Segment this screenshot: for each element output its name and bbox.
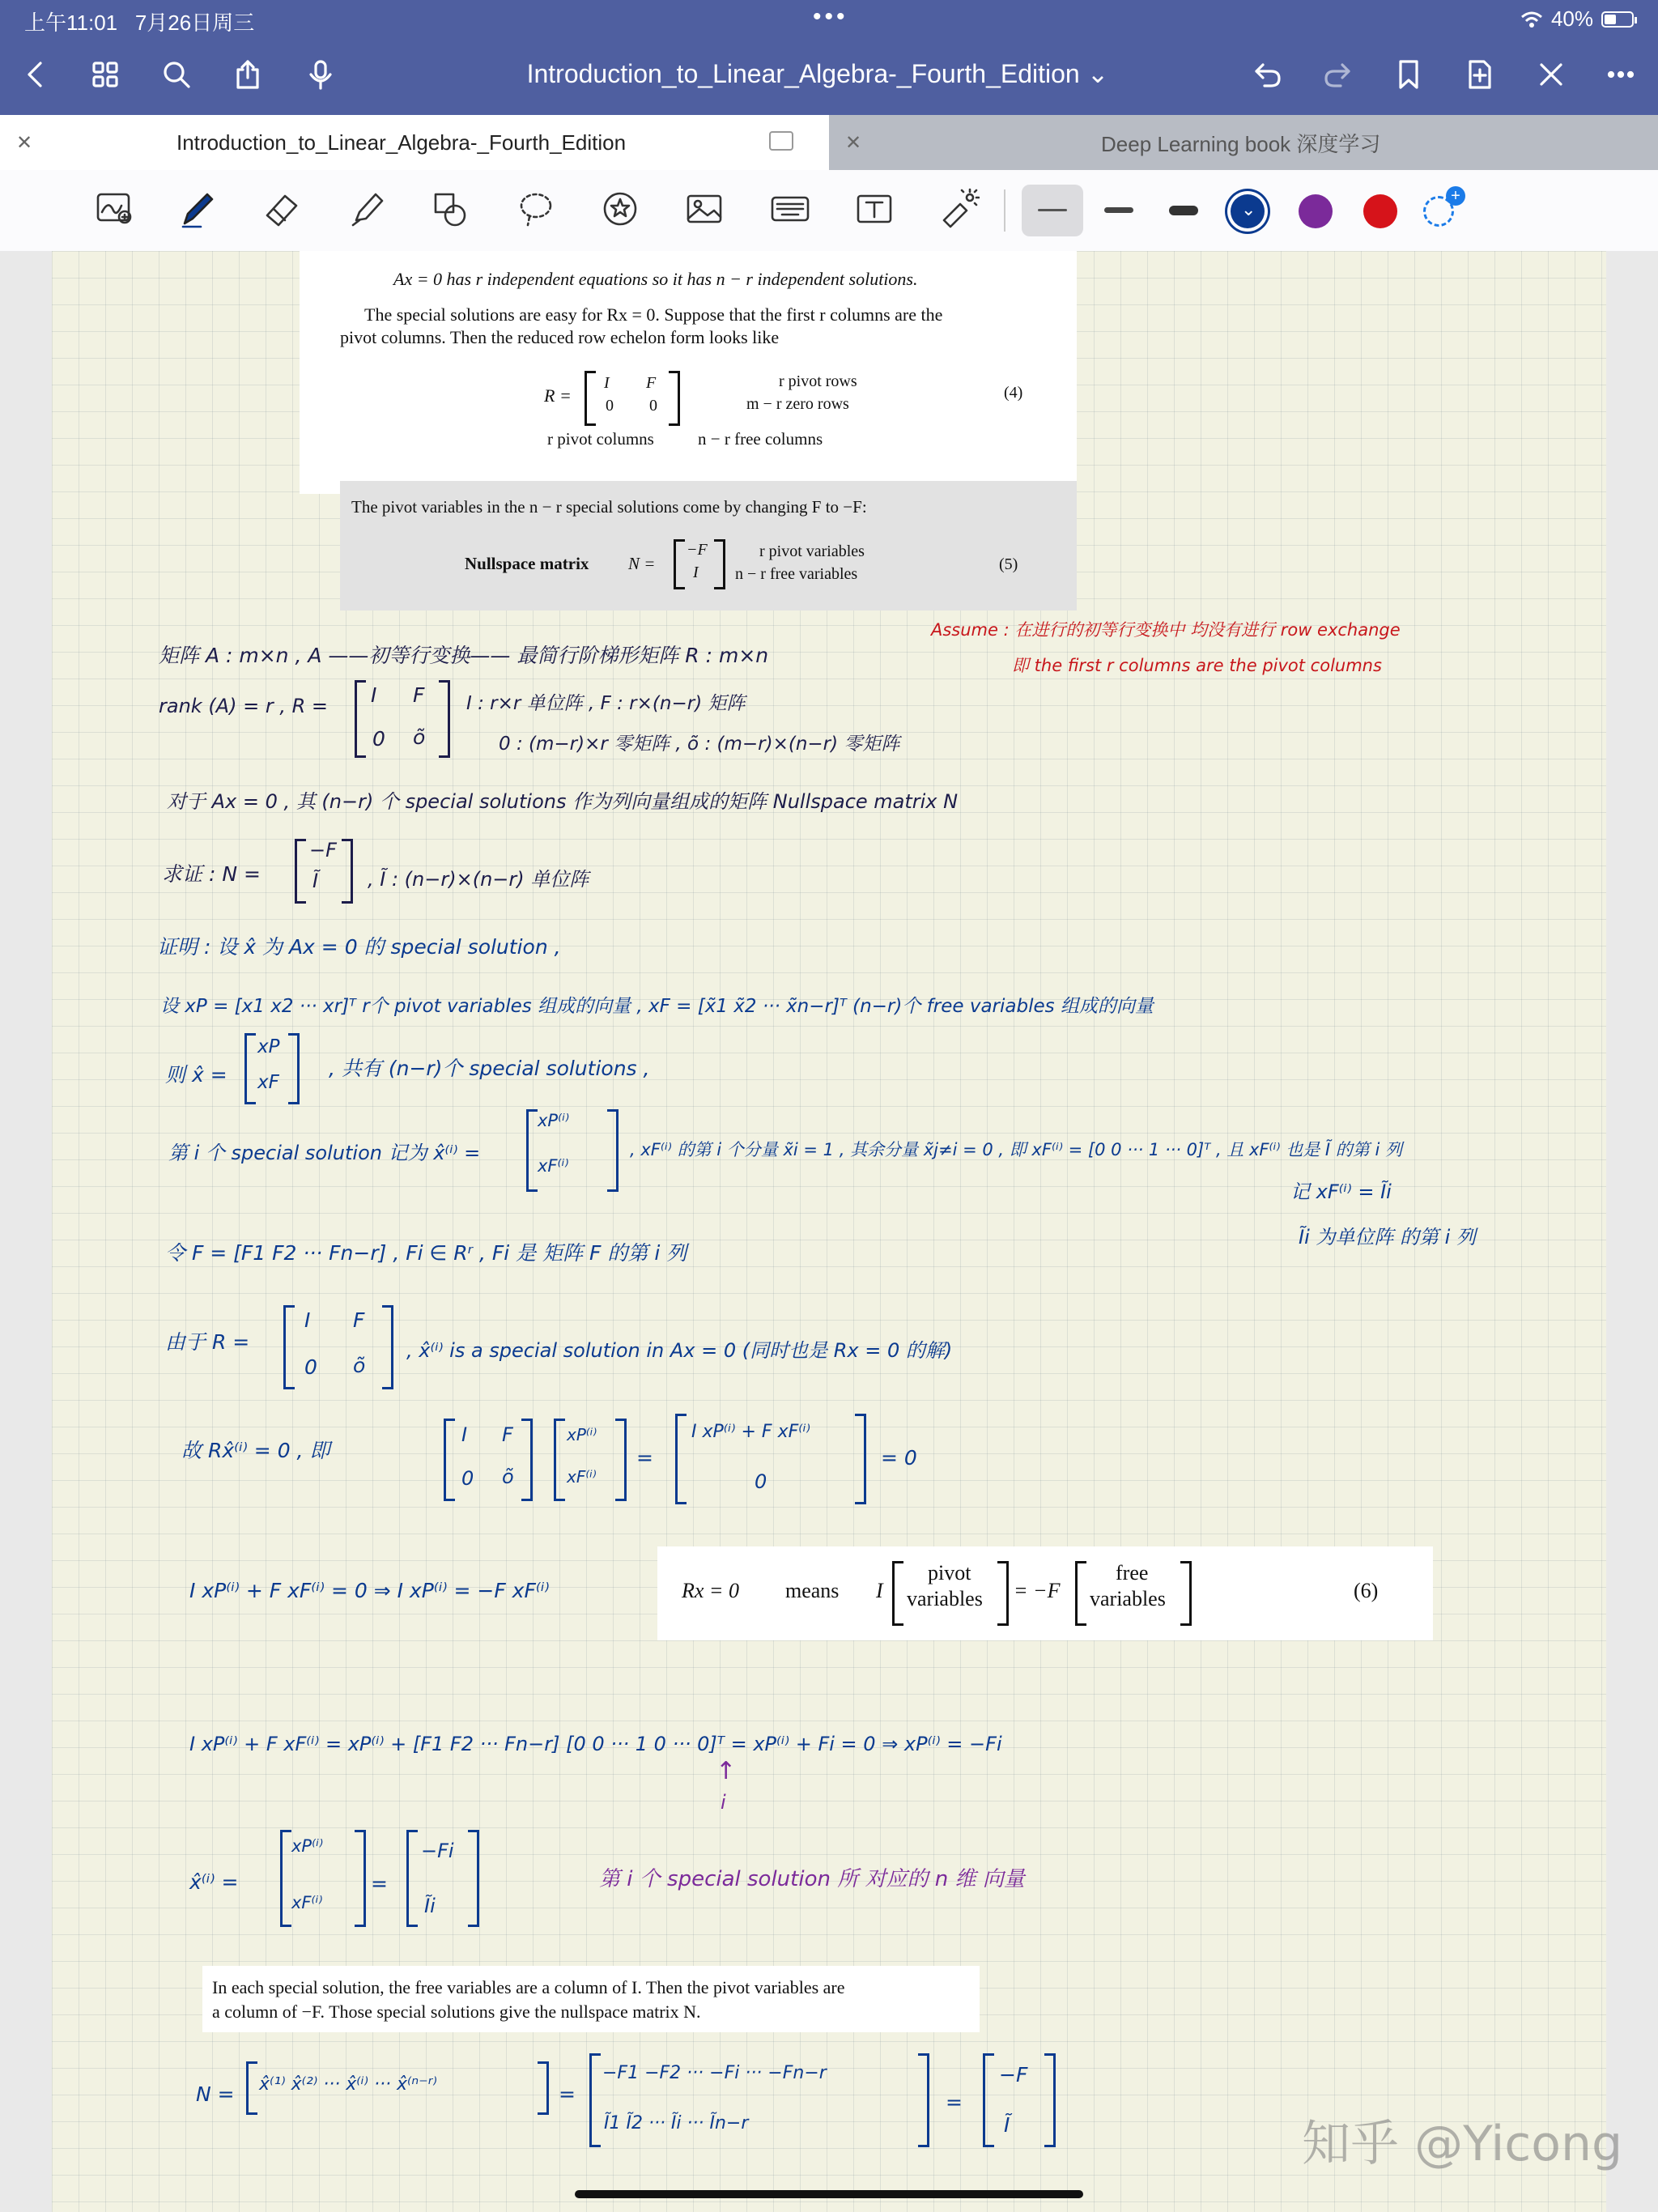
- printed-line: Ax = 0 has r independent equations so it has n − r independent solutions.: [393, 269, 918, 289]
- matrix-bracket-right: [1044, 2053, 1056, 2147]
- stroke-thick-icon[interactable]: [1169, 206, 1198, 215]
- color-purple[interactable]: [1299, 194, 1333, 228]
- matrix-entry: I: [371, 683, 377, 707]
- proof-line: 由于 R =: [165, 1330, 250, 1354]
- stroke-thin-icon[interactable]: [1038, 209, 1067, 211]
- printed-line: The special solutions are easy for Rx = 0. Suppose that the first r columns are the: [364, 304, 943, 325]
- pen-icon[interactable]: [173, 185, 222, 233]
- proof-line: , 共有 (n−r)个 special solutions ,: [329, 1057, 650, 1080]
- proof-line: 第 i 个 special solution 记为 x̂⁽ⁱ⁾ =: [168, 1142, 481, 1164]
- bracket-right: [1180, 1561, 1192, 1626]
- matrix-bracket-left: [246, 2061, 257, 2115]
- eq5-number: (5): [999, 555, 1018, 573]
- matrix-bracket-right: [521, 1419, 533, 1501]
- matrix-bracket-right: [615, 1419, 627, 1501]
- redo-icon[interactable]: [1320, 57, 1355, 92]
- proof-line: x̂⁽ⁱ⁾ =: [189, 1870, 239, 1894]
- page-margin-right: [1606, 251, 1658, 2212]
- matrix-entry: 0: [755, 1470, 767, 1493]
- matrix-bracket-right: [382, 1305, 393, 1389]
- note-line: 对于 Ax = 0 , 其 (n−r) 个 special solutions 作为列向量组成的矩阵 Nullspace matrix N: [167, 790, 959, 813]
- printed-line: In each special solution, the free variables are a column of I. Then the pivot variables are: [212, 1977, 845, 1997]
- bracket-right: [669, 371, 680, 426]
- close-tab-icon[interactable]: ✕: [16, 131, 33, 154]
- split-view-icon[interactable]: [769, 131, 793, 151]
- color-red[interactable]: [1363, 194, 1397, 228]
- bracket-right: [714, 539, 725, 589]
- nullspace-bottom: I: [693, 564, 699, 581]
- matrix-bracket-left: [283, 1305, 295, 1389]
- printed-line: a column of −F. Those special solutions give the nullspace matrix N.: [212, 2001, 701, 2022]
- eq4-col-label: r pivot columns: [547, 429, 654, 449]
- color-blue-selected[interactable]: ⌄: [1231, 194, 1265, 228]
- matrix-entry: xP: [257, 1036, 280, 1057]
- eq4-number: (4): [1004, 384, 1023, 402]
- bracket-left: [674, 539, 685, 589]
- annotation-toolbar: [0, 170, 1658, 252]
- printed-box-nullspace: [340, 481, 1077, 610]
- proof-line: 则 x̂ =: [165, 1063, 227, 1087]
- matrix-entry: I: [461, 1423, 468, 1446]
- nullspace-top: −F: [687, 541, 708, 559]
- note-line: 0 : (m−r)×r 零矩阵 , õ : (m−r)×(n−r) 零矩阵: [499, 734, 900, 755]
- matrix-bracket-right: [439, 680, 450, 758]
- tab-bar: [0, 115, 1658, 170]
- eq4-zero: 0: [606, 397, 614, 415]
- matrix-entry: õ: [353, 1354, 366, 1377]
- matrix-entry: xF⁽ⁱ⁾: [291, 1893, 323, 1912]
- matrix-bracket-left: [280, 1830, 291, 1927]
- matrix-entry: Ĩ: [1004, 2113, 1010, 2137]
- battery-percent: 40%: [1550, 6, 1593, 31]
- laser-pointer-icon[interactable]: [934, 185, 983, 233]
- note-line: 矩阵 A : m×n , A ——初等行变换—— 最简行阶梯形矩阵 R : m×n: [159, 644, 769, 667]
- proof-line: 记 xF⁽ⁱ⁾ = Ĩi: [1290, 1180, 1392, 1203]
- notebook-page[interactable]: [52, 251, 1606, 2212]
- bracket-left: [585, 371, 596, 426]
- matrix-bracket-left: [554, 1419, 565, 1501]
- matrix-entry: õ: [413, 725, 426, 749]
- proof-line: I xP⁽ⁱ⁾ + F xF⁽ⁱ⁾ = xP⁽ⁱ⁾ + [F1 F2 ··· Fn−r] [0 0 ··· 1 0 ··· 0]ᵀ = xP⁽ⁱ⁾ + Fi = 0 ⇒ xP⁽ⁱ⁾ = −Fi: [189, 1733, 1002, 1755]
- nullspace-label: Nullspace matrix: [465, 554, 589, 573]
- purple-note: 第 i 个 special solution 所 对应的 n 维 向量: [599, 1867, 1025, 1891]
- assumption-line: 即 the first r columns are the pivot columns: [1012, 656, 1382, 675]
- bookmark-icon[interactable]: [1391, 57, 1426, 92]
- matrix-entry: xF⁽ⁱ⁾: [567, 1467, 597, 1487]
- eq4-zero: 0: [649, 397, 657, 415]
- matrix-entry: 0: [461, 1467, 474, 1490]
- proof-line: I xP⁽ⁱ⁾ + F xF⁽ⁱ⁾ = 0 ⇒ I xP⁽ⁱ⁾ = −F xF⁽ⁱ⁾: [189, 1579, 550, 1602]
- eq6-means: means: [785, 1579, 840, 1602]
- note-line: , Ĩ : (n−r)×(n−r) 单位阵: [368, 868, 589, 891]
- note-line: rank (A) = r , R =: [159, 695, 328, 717]
- index-arrow: ↑: [716, 1757, 737, 1785]
- proof-line: N =: [196, 2082, 235, 2106]
- matrix-entry: xP⁽ⁱ⁾: [567, 1425, 597, 1444]
- matrix-entry: Ĩ: [312, 870, 319, 892]
- battery-icon: [1601, 11, 1634, 28]
- matrix-entry: F: [353, 1308, 365, 1332]
- eq6-free: free: [1116, 1561, 1149, 1585]
- printed-excerpt-top: [300, 251, 1077, 494]
- matrix-entry: xP⁽ⁱ⁾: [538, 1111, 570, 1130]
- matrix-bracket-left: [675, 1414, 687, 1504]
- status-right: [1520, 6, 1634, 32]
- eq6-free: variables: [1090, 1587, 1166, 1610]
- eq4-lhs: R =: [544, 385, 572, 406]
- page-margin-left: [0, 251, 52, 2212]
- sticker-icon[interactable]: [596, 185, 644, 233]
- status-time: 上午11:01 7月26日周三: [24, 11, 255, 35]
- printed-line: pivot columns. Then the reduced row echelon form looks like: [340, 327, 780, 347]
- close-toolbar-icon[interactable]: [1533, 57, 1569, 92]
- matrix-bracket-right: [855, 1414, 866, 1504]
- equals-sign: =: [636, 1446, 653, 1470]
- eq4-col-label: n − r free columns: [698, 429, 823, 449]
- grid-icon[interactable]: [87, 57, 123, 92]
- matrix-entry: x̂⁽¹⁾ x̂⁽²⁾ ··· x̂⁽ⁱ⁾ ··· x̂⁽ⁿ⁻ʳ⁾: [259, 2074, 437, 2095]
- eq6-I: I: [876, 1579, 883, 1602]
- document-title[interactable]: Introduction_to_Linear_Algebra-_Fourth_Edition ⌄: [526, 59, 1109, 88]
- shapes-icon[interactable]: [426, 185, 474, 233]
- proof-line: 证明 : 设 x̂ 为 Ax = 0 的 special solution ,: [157, 935, 561, 959]
- equals-sign: =: [371, 1872, 388, 1895]
- nullspace-row-label: n − r free variables: [735, 565, 858, 583]
- eq4-I: I: [604, 374, 610, 392]
- matrix-bracket-left: [526, 1109, 538, 1192]
- equals-sign: =: [946, 2091, 963, 2114]
- matrix-entry: −F: [309, 839, 337, 861]
- matrix-bracket-left: [244, 1033, 256, 1104]
- matrix-entry: −F1 −F2 ··· −Fi ··· −Fn−r: [602, 2063, 827, 2083]
- eq6-mid: = −F: [1014, 1579, 1061, 1602]
- matrix-bracket-right: [607, 1109, 619, 1192]
- share-icon[interactable]: [230, 57, 266, 92]
- matrix-bracket-left: [406, 1830, 418, 1927]
- nullspace-lhs: N =: [628, 554, 656, 573]
- note-line: 求证 : N =: [162, 862, 261, 886]
- equals-sign: =: [559, 2082, 576, 2106]
- bracket-left: [892, 1561, 903, 1626]
- lasso-icon[interactable]: [512, 185, 560, 233]
- search-icon[interactable]: [159, 57, 194, 92]
- tab-label: Deep Learning book 深度学习: [1101, 131, 1381, 156]
- printed-excerpt-bottom: [202, 1966, 980, 2032]
- more-icon[interactable]: [1603, 57, 1639, 92]
- proof-line: 设 xP = [x1 x2 ··· xr]ᵀ r个 pivot variables 组成的向量 , xF = [x̃1 x̃2 ··· x̃n−r]ᵀ (n−r)个 free variables 组成的向量: [160, 996, 1154, 1017]
- zoom-box-icon[interactable]: [91, 185, 139, 233]
- undo-icon[interactable]: [1250, 57, 1286, 92]
- matrix-bracket-left: [355, 680, 366, 758]
- proof-line: = 0: [881, 1446, 917, 1470]
- nullspace-row-label: r pivot variables: [759, 542, 865, 560]
- matrix-bracket-right: [355, 1830, 366, 1927]
- add-page-icon[interactable]: [1462, 57, 1498, 92]
- image-icon[interactable]: [680, 185, 729, 233]
- close-tab-icon[interactable]: ✕: [845, 131, 862, 154]
- microphone-icon[interactable]: [303, 57, 338, 92]
- matrix-bracket-left: [983, 2053, 994, 2147]
- toolbar-separator: [1004, 189, 1005, 232]
- matrix-entry: I xP⁽ⁱ⁾ + F xF⁽ⁱ⁾: [691, 1422, 810, 1442]
- matrix-bracket-left: [295, 839, 306, 904]
- eq4-F: F: [646, 374, 657, 392]
- eq4-row-label: r pivot rows: [779, 372, 857, 390]
- matrix-entry: F: [502, 1423, 513, 1446]
- bracket-right: [997, 1561, 1009, 1626]
- printed-eq6: [657, 1546, 1433, 1640]
- bracket-left: [1075, 1561, 1086, 1626]
- tab-label: Introduction_to_Linear_Algebra-_Fourth_Edition: [176, 130, 627, 155]
- matrix-entry: Ĩ1 Ĩ2 ··· Ĩi ··· Ĩn−r: [604, 2113, 749, 2133]
- watermark: 知乎 @Yicong: [1302, 2116, 1623, 2172]
- status-bar: [0, 0, 1658, 37]
- matrix-entry: Ĩi: [424, 1895, 436, 1917]
- stroke-medium-icon[interactable]: [1104, 207, 1133, 213]
- top-bar: [0, 0, 1658, 115]
- eq6-lhs: Rx = 0: [682, 1579, 739, 1602]
- matrix-bracket-left: [444, 1419, 455, 1501]
- wifi-icon: [1520, 11, 1543, 28]
- matrix-entry: F: [413, 683, 425, 707]
- multitask-dots[interactable]: •••: [813, 3, 848, 30]
- proof-line: 令 F = [F1 F2 ··· Fn−r] , Fi ∈ Rʳ , Fi 是 矩阵 F 的第 i 列: [165, 1241, 687, 1265]
- matrix-entry: õ: [502, 1465, 514, 1488]
- home-indicator[interactable]: [575, 2190, 1083, 2198]
- matrix-entry: 0: [372, 727, 385, 751]
- add-color-plus-icon[interactable]: +: [1446, 186, 1465, 206]
- matrix-entry: xF⁽ⁱ⁾: [538, 1156, 569, 1176]
- back-icon[interactable]: [18, 57, 53, 92]
- eq6-pivot: variables: [907, 1587, 983, 1610]
- tab-deep-learning[interactable]: [829, 115, 1658, 170]
- keyboard-icon[interactable]: [766, 185, 814, 233]
- eq6-number: (6): [1354, 1579, 1379, 1602]
- matrix-entry: xF: [257, 1072, 279, 1093]
- matrix-bracket-left: [589, 2053, 601, 2147]
- matrix-bracket-right: [918, 2053, 929, 2147]
- proof-line: Ĩi 为单位阵 的第 i 列: [1299, 1226, 1476, 1249]
- highlighter-icon[interactable]: [343, 185, 392, 233]
- printed-line: The pivot variables in the n − r special solutions come by changing F to −F:: [351, 497, 867, 517]
- note-line: I : r×r 单位阵 , F : r×(n−r) 矩阵: [466, 693, 746, 714]
- matrix-entry: −Fi: [421, 1840, 454, 1862]
- matrix-entry: xP⁽ⁱ⁾: [291, 1836, 324, 1856]
- proof-line: 故 Rx̂⁽ⁱ⁾ = 0 , 即: [181, 1439, 330, 1462]
- tab-linear-algebra[interactable]: [0, 115, 829, 170]
- matrix-bracket-right: [288, 1033, 300, 1104]
- matrix-bracket-right: [538, 2061, 549, 2115]
- eraser-icon[interactable]: [257, 185, 306, 233]
- index-label: i: [721, 1791, 726, 1814]
- eq4-row-label: m − r zero rows: [746, 395, 849, 413]
- matrix-bracket-right: [342, 839, 353, 904]
- matrix-bracket-right: [468, 1830, 479, 1927]
- text-box-icon[interactable]: [850, 185, 899, 233]
- assumption-line: Assume : 在进行的初等行变换中 均没有进行 row exchange: [931, 620, 1401, 640]
- matrix-entry: −F: [999, 2063, 1028, 2087]
- proof-line: , x̂⁽ⁱ⁾ is a special solution in Ax = 0 (同时也是 Rx = 0 的解): [406, 1339, 953, 1362]
- eq6-pivot: pivot: [928, 1561, 971, 1585]
- matrix-entry: I: [304, 1308, 311, 1332]
- matrix-entry: 0: [304, 1355, 317, 1379]
- proof-line: , xF⁽ⁱ⁾ 的第 i 个分量 x̃i = 1 , 其余分量 x̃j≠i = 0 , 即 xF⁽ⁱ⁾ = [0 0 ··· 1 ··· 0]ᵀ , 且 xF⁽ⁱ⁾ 也是 Ĩ 的第 i 列: [630, 1140, 1402, 1159]
